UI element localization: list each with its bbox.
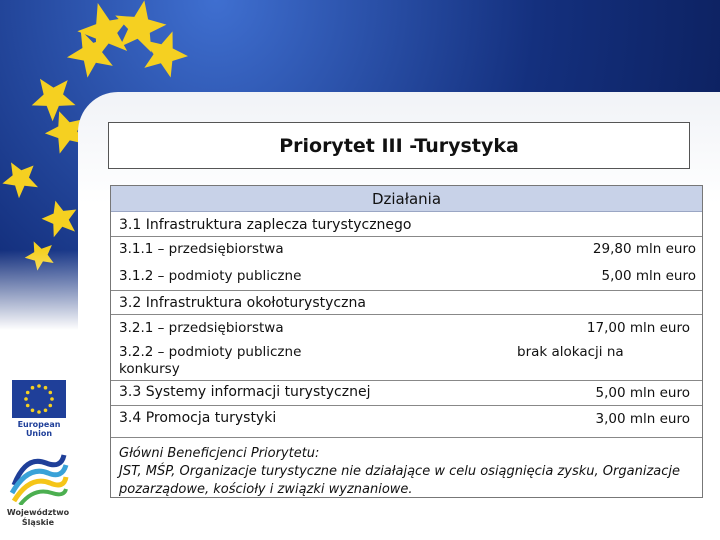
star-icon [0, 153, 44, 201]
wsl-label-line1: Województwo [6, 508, 70, 517]
table-row-3-1-label: 3.1 Infrastruktura zaplecza turystycznego [119, 217, 412, 233]
table-row-3-2-1-label: 3.2.1 – przedsiębiorstwa [119, 320, 284, 336]
actions-table [110, 185, 703, 498]
table-row-3-1-1-value: 29,80 mln euro [592, 241, 696, 257]
eu-flag-icon [12, 380, 66, 418]
table-row-3-4-label: 3.4 Promocja turystyki [119, 410, 277, 426]
table-row-3-3-label: 3.3 Systemy informacji turystycznej [119, 384, 371, 400]
table-row-3-2-2-label: 3.2.2 – podmioty publiczne [119, 344, 302, 360]
beneficiaries-box [111, 437, 702, 497]
row-divider [111, 380, 702, 381]
row-divider [111, 236, 702, 237]
beneficiaries-text: JST, MŚP, Organizacje turystyczne nie działające w celu osiągnięcia zysku, Organizacje pozarządowe, kościoły i związki wyznaniowe. [119, 464, 680, 497]
eu-logo [8, 380, 70, 438]
table-row-3-2-1-value: 17,00 mln euro [586, 320, 690, 336]
slide-title: Priorytet III -Turystyka [108, 122, 690, 169]
background-fade [0, 250, 78, 330]
table-row-3-2-label: 3.2 Infrastruktura okołoturystyczna [119, 295, 366, 311]
wsl-label-line2: Śląskie [21, 518, 55, 527]
row-divider [111, 405, 702, 406]
silesia-emblem-icon [6, 445, 70, 505]
row-divider [111, 290, 702, 291]
star-icon [22, 66, 82, 126]
table-row-3-1-2-label: 3.1.2 – podmioty publiczne [119, 268, 302, 284]
table-row-3-1-1-label: 3.1.1 – przedsiębiorstwa [119, 241, 284, 257]
table-row-3-1-2-value: 5,00 mln euro [601, 268, 696, 284]
beneficiaries-title: Główni Beneficjenci Priorytetu: [119, 446, 320, 461]
eu-logo-label: European Union [17, 420, 61, 438]
star-icon [38, 196, 82, 239]
wojewodztwo-slaskie-logo [6, 445, 70, 535]
wojewodztwo-slaskie-label [6, 508, 70, 528]
table-row-3-2-2-label-cont: konkursy [119, 361, 180, 377]
table-row-3-3-value: 5,00 mln euro [595, 385, 690, 401]
table-row-3-2-2-value: brak alokacji na [517, 344, 624, 360]
row-divider [111, 314, 702, 315]
table-row-3-4-value: 3,00 mln euro [595, 411, 690, 427]
table-header: Działania [111, 186, 702, 212]
